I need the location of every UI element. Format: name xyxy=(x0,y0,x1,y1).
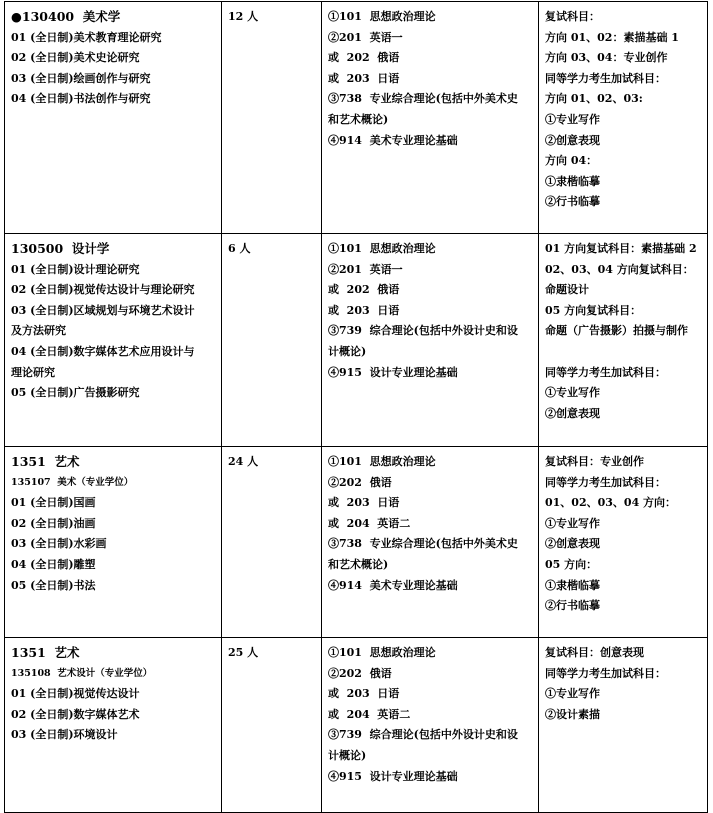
exam-subject: ④915 设计专业理论基础 xyxy=(328,769,458,783)
exam-subject: ④914 美术专业理论基础 xyxy=(328,133,458,147)
degree-subtitle: 135107 美术（专业学位） xyxy=(11,476,134,488)
note-line: ②行书临摹 xyxy=(545,195,600,209)
exam-subject: ①101 思想政治理论 xyxy=(328,242,436,255)
exam-subject: ②201 英语一 xyxy=(328,30,403,44)
note-line xyxy=(545,342,701,363)
retest-notes-cell xyxy=(539,234,708,447)
note-line: 方向 01、02、03: xyxy=(545,92,643,106)
exam-subjects-cell xyxy=(322,638,539,813)
exam-subject: ③738 专业综合理论(包括中外美术史 xyxy=(328,92,518,106)
research-direction: 03 (全日制)区域规划与环境艺术设计 xyxy=(11,303,195,317)
major-cell xyxy=(5,638,222,813)
note-line: ①专业写作 xyxy=(545,687,600,701)
exam-subject: 计概论) xyxy=(328,748,367,762)
research-direction: 01 (全日制)国画 xyxy=(11,496,96,510)
retest-notes-cell xyxy=(539,638,708,813)
research-direction: 03 (全日制)水彩画 xyxy=(11,537,107,551)
note-line: 方向 01、02：素描基础 1 xyxy=(545,30,679,44)
exam-subject: ①101 思想政治理论 xyxy=(328,646,436,659)
note-line: ②创意表现 xyxy=(545,406,600,420)
exam-subject: ④914 美术专业理论基础 xyxy=(328,578,458,592)
note-line: ②创意表现 xyxy=(545,133,600,147)
research-direction: 理论研究 xyxy=(11,365,55,379)
exam-subject: 或 204 英语二 xyxy=(328,516,411,530)
note-line: ①专业写作 xyxy=(545,516,600,530)
research-direction: 02 (全日制)视觉传达设计与理论研究 xyxy=(11,283,195,297)
research-direction: 03 (全日制)绘画创作与研究 xyxy=(11,71,151,85)
exam-subject: 或 203 日语 xyxy=(328,71,400,85)
research-direction: 03 (全日制)环境设计 xyxy=(11,728,118,742)
admissions-table xyxy=(4,1,708,813)
exam-subject: 或 203 日语 xyxy=(328,303,400,317)
exam-subject: 计概论) xyxy=(328,344,367,358)
research-direction: 04 (全日制)书法创作与研究 xyxy=(11,92,151,106)
research-direction: 01 (全日制)美术教育理论研究 xyxy=(11,30,162,44)
exam-subject: ③739 综合理论(包括中外设计史和设 xyxy=(328,728,518,742)
note-line: 命题（广告摄影）拍摄与制作 xyxy=(545,324,688,338)
note-line: 复试科目：创意表现 xyxy=(545,646,644,659)
note-line: ②行书临摹 xyxy=(545,599,600,613)
research-direction: 02 (全日制)油画 xyxy=(11,516,96,530)
major-title: ●130400 美术学 xyxy=(11,9,121,24)
research-direction: 01 (全日制)设计理论研究 xyxy=(11,262,140,276)
research-direction: 04 (全日制)雕塑 xyxy=(11,557,96,571)
note-line: 复试科目：专业创作 xyxy=(545,455,644,468)
exam-subjects-cell xyxy=(322,447,539,638)
degree-subtitle: 135108 艺术设计（专业学位） xyxy=(11,667,153,679)
enrollment-quota: 24 人 xyxy=(228,455,259,468)
exam-subjects-cell xyxy=(322,2,539,234)
enrollment-quota: 25 人 xyxy=(228,646,259,659)
quota-cell xyxy=(222,447,322,638)
major-cell xyxy=(5,2,222,234)
quota-cell xyxy=(222,2,322,234)
exam-subject: ④915 设计专业理论基础 xyxy=(328,365,458,379)
table-row xyxy=(5,447,708,638)
quota-cell xyxy=(222,234,322,447)
major-cell xyxy=(5,447,222,638)
table-body xyxy=(5,2,708,813)
retest-notes-cell xyxy=(539,447,708,638)
note-line: ①专业写作 xyxy=(545,386,600,400)
exam-subject: ③739 综合理论(包括中外设计史和设 xyxy=(328,324,518,338)
exam-subject: 和艺术概论) xyxy=(328,557,389,571)
research-direction: 04 (全日制)数字媒体艺术应用设计与 xyxy=(11,344,195,358)
exam-subject: ①101 思想政治理论 xyxy=(328,455,436,468)
exam-subject: ②202 俄语 xyxy=(328,475,392,489)
note-line: 方向 04： xyxy=(545,154,598,168)
retest-notes-cell xyxy=(539,2,708,234)
table-row xyxy=(5,2,708,234)
major-cell xyxy=(5,234,222,447)
research-direction: 05 (全日制)书法 xyxy=(11,578,96,592)
table-row xyxy=(5,638,708,813)
note-line: 01、02、03、04 方向： xyxy=(545,496,677,510)
exam-subject: 或 202 俄语 xyxy=(328,51,400,65)
exam-subject: 或 202 俄语 xyxy=(328,283,400,297)
note-line: ①专业写作 xyxy=(545,112,600,126)
major-title: 1351 艺术 xyxy=(11,454,80,469)
note-line: 05 方向： xyxy=(545,557,598,571)
note-line: 同等学力考生加试科目： xyxy=(545,666,666,680)
exam-subject: 和艺术概论) xyxy=(328,112,389,126)
table-row xyxy=(5,234,708,447)
research-direction: 01 (全日制)视觉传达设计 xyxy=(11,687,140,701)
note-line: ②创意表现 xyxy=(545,537,600,551)
exam-subject: ③738 专业综合理论(包括中外美术史 xyxy=(328,537,518,551)
research-direction: 02 (全日制)数字媒体艺术 xyxy=(11,707,140,721)
note-line: 同等学力考生加试科目： xyxy=(545,71,666,85)
enrollment-quota: 6 人 xyxy=(228,242,251,255)
major-title: 1351 艺术 xyxy=(11,645,80,660)
note-line: 复试科目： xyxy=(545,10,600,23)
note-line: 同等学力考生加试科目： xyxy=(545,475,666,489)
enrollment-quota: 12 人 xyxy=(228,10,259,23)
research-direction: 及方法研究 xyxy=(11,324,66,338)
note-line: 01 方向复试科目：素描基础 2 xyxy=(545,242,697,255)
note-line: 02、03、04 方向复试科目： xyxy=(545,262,694,276)
major-title: 130500 设计学 xyxy=(11,241,110,256)
research-direction: 05 (全日制)广告摄影研究 xyxy=(11,386,140,400)
exam-subject: 或 203 日语 xyxy=(328,687,400,701)
exam-subject: ②202 俄语 xyxy=(328,666,392,680)
note-line: ①隶楷临摹 xyxy=(545,174,600,188)
note-line: 方向 03、04：专业创作 xyxy=(545,51,668,65)
note-line: ②设计素描 xyxy=(545,707,600,721)
exam-subjects-cell xyxy=(322,234,539,447)
exam-subject: ②201 英语一 xyxy=(328,262,403,276)
exam-subject: ①101 思想政治理论 xyxy=(328,10,436,23)
exam-subject: 或 204 英语二 xyxy=(328,707,411,721)
note-line: 同等学力考生加试科目： xyxy=(545,365,666,379)
note-line: ①隶楷临摹 xyxy=(545,578,600,592)
exam-subject: 或 203 日语 xyxy=(328,496,400,510)
note-line: 05 方向复试科目： xyxy=(545,303,642,317)
research-direction: 02 (全日制)美术史论研究 xyxy=(11,51,140,65)
quota-cell xyxy=(222,638,322,813)
note-line: 命题设计 xyxy=(545,283,589,297)
